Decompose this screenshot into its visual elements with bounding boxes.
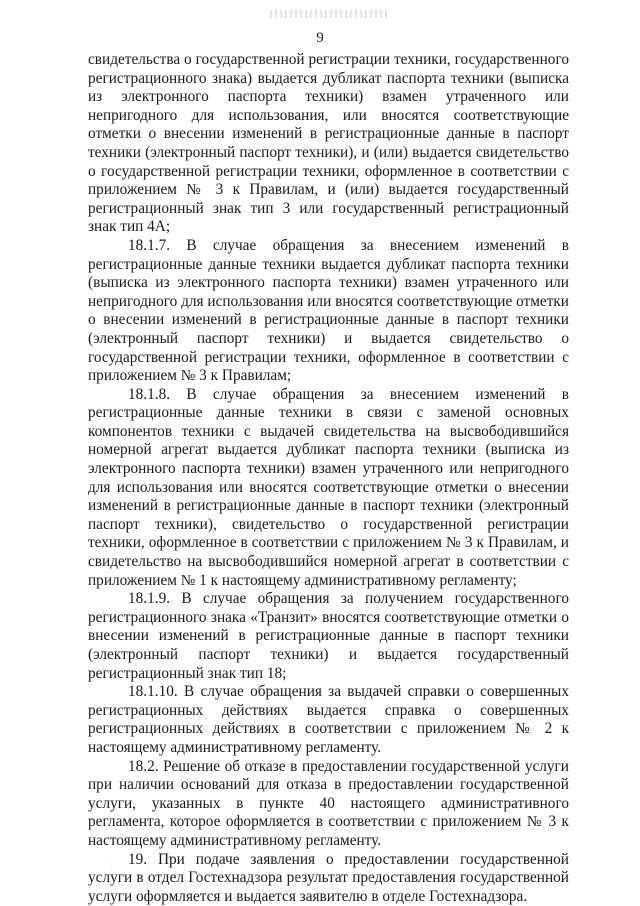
paragraph-18-1-10: 18.1.10. В случае обращения за выдачей справки о совершенных регистрационных действиях выдается справка о совершенных регистрационных действиях в соответствии с приложением № 2 к настоящему административному регламенту. (88, 683, 569, 756)
paragraph-continuation: свидетельства о государственной регистрации техники, государственного регистрационного знака) выдается дубликат паспорта техники (выписка из электронного паспорта техники) взамен утраченного или непригодного для использования, или вносятся соответствующие отметки о внесении изменений в регистрационные данные в паспорт техники (электронный паспорт техники), и (или) выдается свидетельство о государственной регистрации техники, оформленное в соответствии с приложением № 3 к Правилам, и (или) выдается государственный регистрационный знак тип 3 или государственный регистрационный знак тип 4А; (88, 51, 569, 236)
paragraph-18-1-8: 18.1.8. В случае обращения за внесением изменений в регистрационные данные техники в связи с заменой основных компонентов техники с выдачей свидетельства на высвободившийся номерной агрегат выдается дубликат паспорта техники (выписка из электронного паспорта техники) взамен утраченного или непригодного для использования или вносятся соответствующие отметки о внесении изменений в регистрационные данные в паспорт техники (электронный паспорт техники), свидетельство о государственной регистрации техники, оформленное в соответствии с приложением № 3 к Правилам, и свидетельство на высвободившийся номерной агрегат в соответствии с приложением № 1 к настоящему административному регламенту; (88, 385, 569, 589)
document-body (88, 51, 569, 906)
scan-artifact-bottom (110, 862, 530, 892)
paragraph-18-1-9: 18.1.9. В случае обращения за получением государственного регистрационного знака «Транзит» вносятся соответствующие отметки о внесении изменений в регистрационные данные в паспорт техники (электронный паспорт техники) и выдается государственный регистрационный знак тип 18; (88, 590, 569, 682)
paragraph-19: 19. При подаче заявления о предоставлении государственной услуги в отдел Гостехнадзора результат предоставления государственной услуги оформляется и выдается заявителю в отделе Гостехнадзора. (88, 850, 569, 905)
paragraph-18-2: 18.2. Решение об отказе в предоставлении государственной услуги при наличии оснований для отказа в предоставлении государственной услуги, указанных в пункте 40 настоящего административного регламента, которое оформляется в соответствии с приложением № 3 к настоящему административному регламенту. (88, 757, 569, 849)
scan-artifact (270, 10, 390, 18)
page-number: 9 (316, 30, 324, 46)
paragraph-18-1-7: 18.1.7. В случае обращения за внесением изменений в регистрационные данные техники выдается дубликат паспорта техники (выписка из электронного паспорта техники) взамен утраченного или непригодного для использования или вносятся соответствующие отметки о внесении изменений в регистрационные данные в паспорт техники (электронный паспорт техники) и выдается свидетельство о государственной регистрации техники, оформленное в соответствии с приложением № 3 к Правилам; (88, 236, 569, 385)
